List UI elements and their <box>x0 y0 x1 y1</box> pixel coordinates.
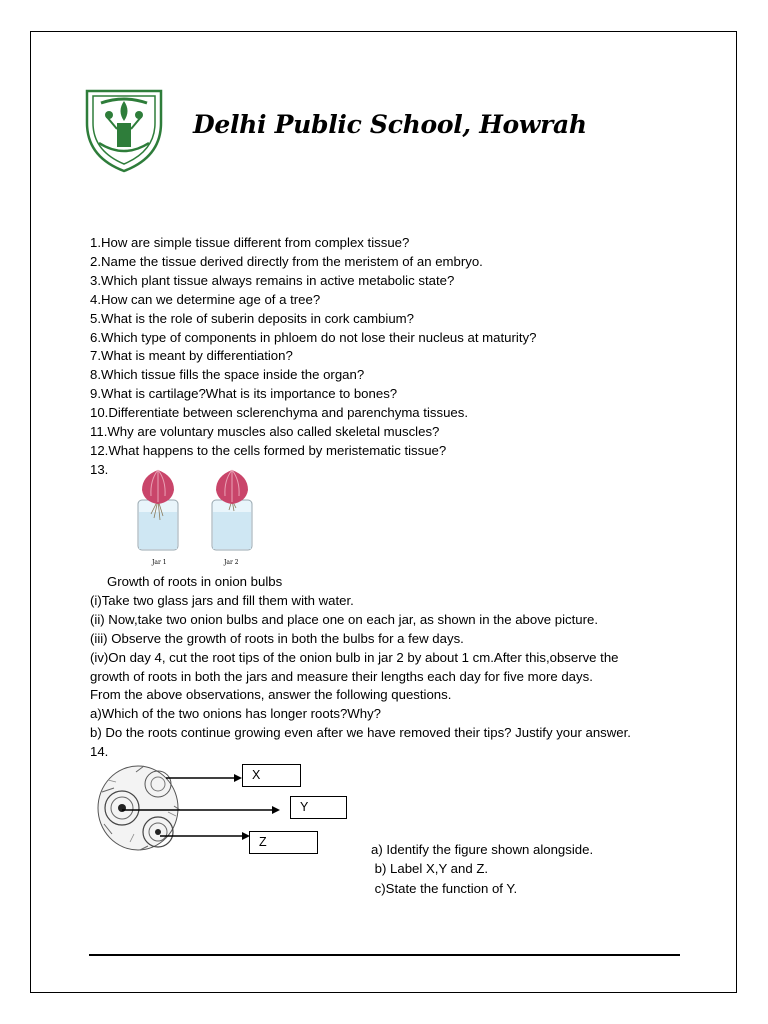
question-14-subparts <box>371 840 593 898</box>
footer-rule <box>89 954 680 956</box>
experiment-block <box>90 573 631 762</box>
label-box-y: Y <box>290 796 347 819</box>
question-14c: c)State the function of Y. <box>371 880 518 896</box>
experiment-line: (iv)On day 4, cut the root tips of the onion bulb in jar 2 by about 1 cm.After this,observe the <box>90 649 619 665</box>
question-7: 7.What is meant by differentiation? <box>90 348 293 364</box>
jar-1 <box>138 470 178 566</box>
question-8: 8.Which tissue fills the space inside the organ? <box>90 367 365 383</box>
question-14-number: 14. <box>90 744 109 760</box>
school-title: Delhi Public School, Howrah <box>193 110 587 139</box>
experiment-line: (i)Take two glass jars and fill them with water. <box>90 592 354 608</box>
question-2: 2.Name the tissue derived directly from the meristem of an embryo. <box>90 253 483 269</box>
question-12: 12.What happens to the cells formed by meristematic tissue? <box>90 442 447 458</box>
experiment-line: (iii) Observe the growth of roots in both the bulbs for a few days. <box>90 630 464 646</box>
jar-1-label: Jar 1 <box>152 559 167 566</box>
label-box-x: X <box>242 764 301 787</box>
question-9: 9.What is cartilage?What is its importance to bones? <box>90 386 398 402</box>
question-1: 1.How are simple tissue different from complex tissue? <box>90 235 410 250</box>
question-13a: a)Which of the two onions has longer roots?Why? <box>90 706 382 722</box>
onion-jars-figure <box>132 466 280 570</box>
question-5: 5.What is the role of suberin deposits in cork cambium? <box>90 310 414 326</box>
question-13b: b) Do the roots continue growing even after we have removed their tips? Justify your answer. <box>90 725 631 741</box>
question-4: 4.How can we determine age of a tree? <box>90 291 321 307</box>
experiment-title: Growth of roots in onion bulbs <box>107 574 283 589</box>
experiment-line: (ii) Now,take two onion bulbs and place one on each jar, as shown in the above picture. <box>90 611 599 627</box>
question-14a: a) Identify the figure shown alongside. <box>371 842 594 857</box>
school-logo <box>79 83 169 173</box>
experiment-line: From the above observations, answer the following questions. <box>90 687 452 703</box>
question-13-number: 13. <box>90 461 109 477</box>
question-6: 6.Which type of components in phloem do not lose their nucleus at maturity? <box>90 329 537 345</box>
question-14b: b) Label X,Y and Z. <box>371 861 489 877</box>
experiment-line: growth of roots in both the jars and measure their lengths each day for five more days. <box>90 668 593 684</box>
question-10: 10.Differentiate between sclerenchyma and parenchyma tissues. <box>90 405 469 421</box>
question-list <box>90 234 536 480</box>
question-3: 3.Which plant tissue always remains in active metabolic state? <box>90 272 455 288</box>
question-11: 11.Why are voluntary muscles also called skeletal muscles? <box>90 424 440 440</box>
jar-2-label: Jar 2 <box>224 559 239 566</box>
jar-2 <box>212 470 252 566</box>
label-box-z: Z <box>249 831 318 854</box>
